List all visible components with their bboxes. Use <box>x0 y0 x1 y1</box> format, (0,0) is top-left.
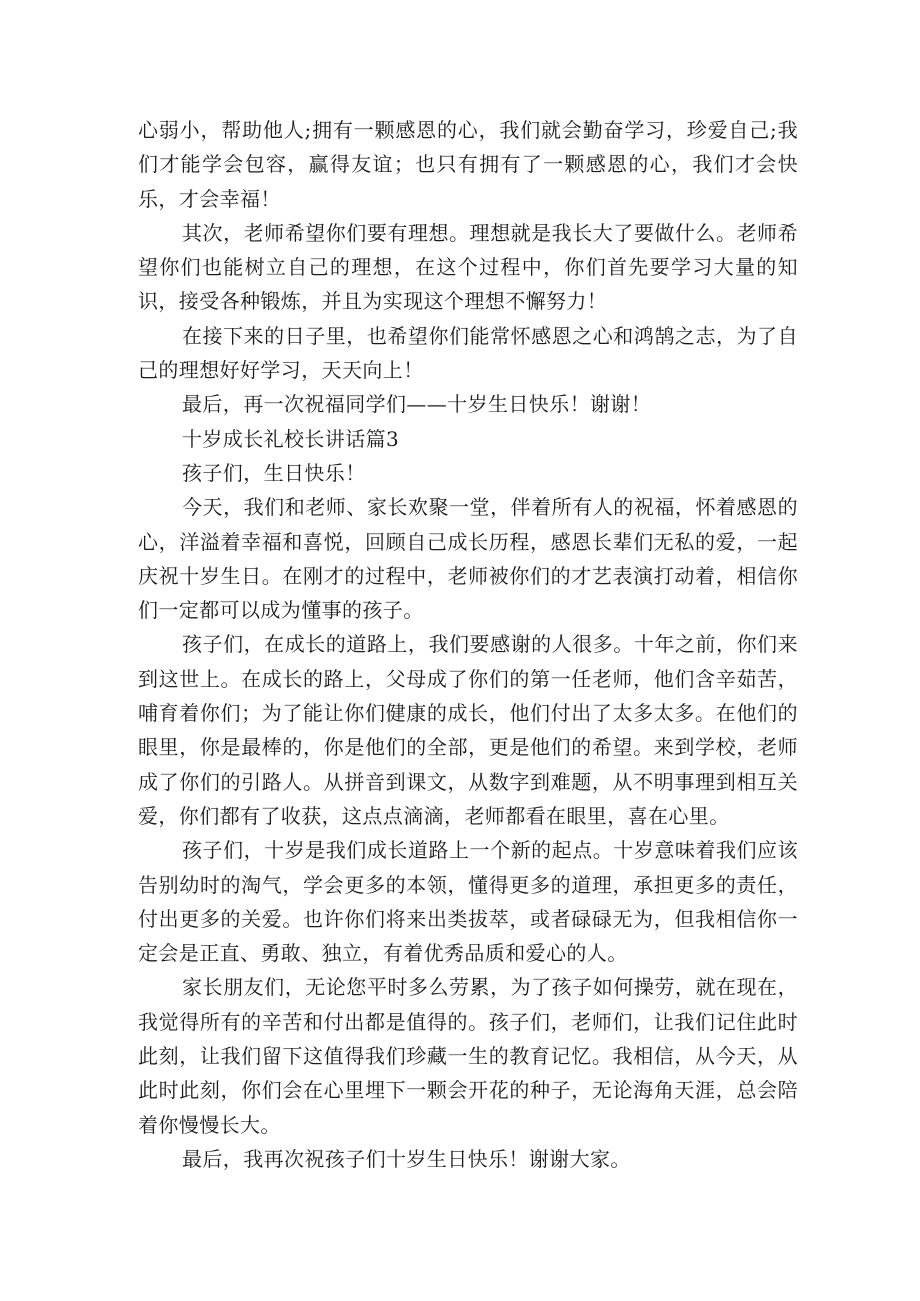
section-paragraph-1: 孩子们，生日快乐！ <box>182 460 366 485</box>
paragraph-3: 在接下来的日子里，也希望你们能常怀感恩之心和鸿鹄之志，为了自己的理想好好学习，天天向上！ <box>138 323 798 383</box>
paragraph-2: 其次，老师希望你们要有理想。理想就是我长大了要做什么。老师希望你们也能树立自己的理想，在这个过程中，你们首先要学习大量的知识，接受各种锻炼，并且为实现这个理想不懈努力！ <box>138 220 798 314</box>
section-paragraph-6: 最后，我再次祝孩子们十岁生日快乐！谢谢大家。 <box>182 1146 631 1171</box>
paragraph-1: 心弱小，帮助他人;拥有一颗感恩的心，我们就会勤奋学习，珍爱自己;我们才能学会包容，赢得友谊；也只有拥有了一颗感恩的心，我们才会快乐，才会幸福！ <box>138 118 798 211</box>
section-paragraph-5: 家长朋友们，无论您平时多么劳累，为了孩子如何操劳，就在现在，我觉得所有的辛苦和付出都是值得的。孩子们，老师们，让我们记住此时此刻，让我们留下这值得我们珍藏一生的教育记忆。我相信，从今天，从此时此刻，你们会在心里埋下一颗会开花的种子，无论海角天涯，总会陪着你慢慢长大。 <box>138 975 798 1137</box>
document-body <box>138 113 798 1176</box>
section-paragraph-4: 孩子们，十岁是我们成长道路上一个新的起点。十岁意味着我们应该告别幼时的淘气，学会更多的本领，懂得更多的道理，承担更多的责任，付出更多的关爱。也许你们将来出类拔萃，或者碌碌无为，但我相信你一定会是正直、勇敢、独立，有着优秀品质和爱心的人。 <box>138 838 798 966</box>
section-title: 十岁成长礼校长讲话篇3 <box>182 426 400 451</box>
paragraph-4: 最后，再一次祝福同学们——十岁生日快乐！谢谢！ <box>182 392 652 417</box>
section-paragraph-2: 今天，我们和老师、家长欢聚一堂，伴着所有人的祝福，怀着感恩的心，洋溢着幸福和喜悦，回顾自己成长历程，感恩长辈们无私的爱，一起庆祝十岁生日。在刚才的过程中，老师被你们的才艺表演打动着，相信你们一定都可以成为懂事的孩子。 <box>138 495 798 623</box>
section-paragraph-3: 孩子们，在成长的道路上，我们要感谢的人很多。十年之前，你们来到这世上。在成长的路上，父母成了你们的第一任老师，他们含辛茹苦，哺育着你们；为了能让你们健康的成长，他们付出了太多太多。在他们的眼里，你是最棒的，你是他们的全部，更是他们的希望。来到学校，老师成了你们的引路人。从拼音到课文，从数字到难题，从不明事理到相互关爱，你们都有了收获，这点点滴滴，老师都看在眼里，喜在心里。 <box>138 632 798 828</box>
